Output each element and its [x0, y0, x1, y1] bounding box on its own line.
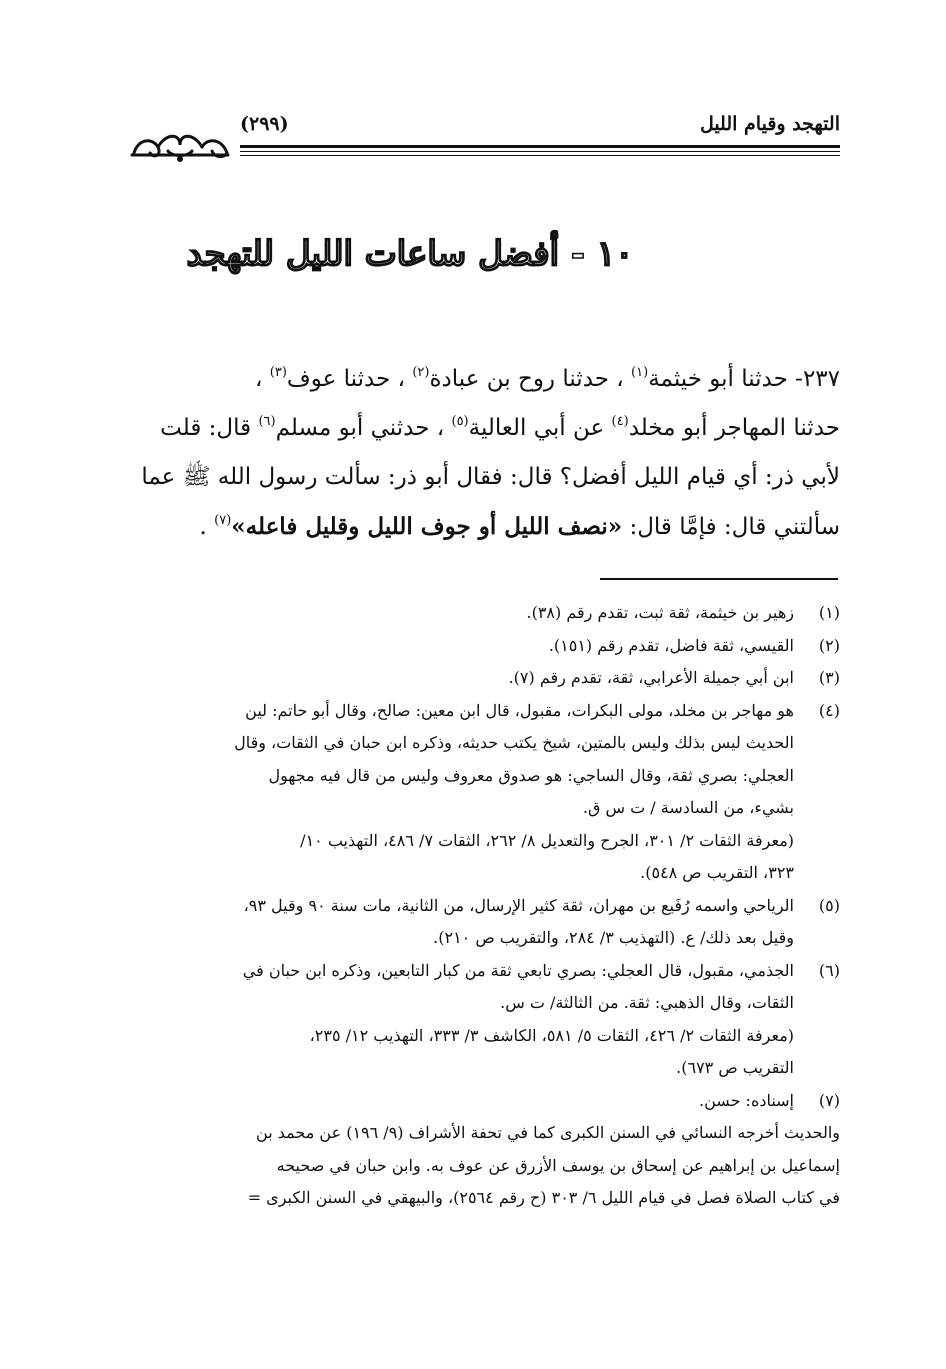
- footnote-line: الحديث ليس بذلك وليس بالمتين، شيخ يكتب حديثه، وذكره ابن حبان في الثقات، وقال: [234, 733, 794, 752]
- footnote-number: (٦): [818, 960, 840, 980]
- footnote-continuation: [122, 1117, 840, 1215]
- hadith-text: [122, 355, 840, 552]
- footnote: [122, 630, 840, 663]
- footnote-ref: (٦): [258, 414, 276, 429]
- footnote-number: (٧): [818, 1090, 840, 1110]
- footnote-number: (٣): [818, 668, 840, 687]
- footnote-ref: (٥): [451, 414, 469, 429]
- footnote-ref: (٣): [269, 365, 287, 380]
- footnote-line: التقريب ص ٦٧٣).: [676, 1058, 794, 1077]
- text-run: ،: [255, 366, 263, 392]
- footnote-line: بشيء، من السادسة / ت س ق.: [582, 798, 794, 817]
- footnote: [122, 695, 840, 890]
- footnote-number: (٤): [818, 700, 840, 720]
- running-title: التهجد وقيام الليل: [699, 113, 840, 135]
- footnote-body: [122, 662, 794, 695]
- ornament-icon: [128, 125, 233, 165]
- footnote: [122, 597, 840, 630]
- footnote: [122, 890, 840, 955]
- footnote-line: (معرفة الثقات ٢/ ٣٠١، الجرح والتعديل ٨/ ٢٦٢، الثقات ٧/ ٤٨٦، التهذيب ١٠/: [300, 830, 794, 850]
- footnote-line: إسماعيل بن إبراهيم عن إسحاق بن يوسف الأزرق عن عوف به. وابن حبان في صحيحه: [276, 1155, 840, 1175]
- text-run: ، حدثنا عوف: [286, 366, 406, 392]
- hadith-line: [122, 502, 840, 552]
- text-run: ، حدثني أبو مسلم: [275, 415, 445, 441]
- footnote-body: [122, 597, 794, 630]
- hadith-line: [122, 404, 840, 453]
- footnote-line: العجلي: بصري ثقة، وقال الساجي: هو صدوق معروف وليس من قال فيه مجهول: [268, 765, 794, 785]
- footnote-line: القيسي، ثقة فاضل، تقدم رقم (١٥١).: [548, 635, 794, 655]
- footnote-body: [122, 695, 794, 890]
- footnote-line: في كتاب الصلاة فصل في قيام الليل ٦/ ٣٠٣ (ح رقم ٢٥٦٤)، والبيهقي في السنن الكبرى =: [247, 1188, 840, 1207]
- header-rule: [240, 155, 840, 156]
- footnote: [122, 955, 840, 1085]
- footnote-ref: (٢): [412, 365, 430, 380]
- text-run: عن أبي العالية: [468, 415, 605, 441]
- footnote-number: (١): [818, 603, 840, 622]
- footnote-line: زهير بن خيثمة، ثقة ثبت، تقدم رقم (٣٨).: [526, 603, 794, 622]
- footnote-number: (٢): [818, 635, 840, 655]
- text-run: حدثنا المهاجر أبو مخلد: [628, 415, 840, 441]
- footnote-number: (٥): [818, 895, 840, 915]
- prophetic-quote: «نصف الليل أو جوف الليل وقليل فاعله»: [231, 513, 623, 540]
- hadith-number: ٢٣٧: [802, 366, 840, 392]
- text-run: - حدثنا أبو خيثمة: [648, 366, 803, 392]
- footnote-body: [122, 955, 794, 1085]
- hadith-line: [122, 355, 840, 404]
- footnote-line: الثقات، وقال الذهبي: ثقة. من الثالثة/ ت س.: [500, 993, 794, 1012]
- footnote: [122, 662, 840, 695]
- footnote-ref: (٤): [611, 414, 629, 429]
- footnote-ref: (١): [631, 365, 649, 380]
- footnote-line: والحديث أخرجه النسائي في السنن الكبرى كما في تحفة الأشراف (٩/ ١٩٦) عن محمد بن: [256, 1123, 840, 1142]
- text-run: قال: قلت: [160, 415, 252, 441]
- footnote-ref: (٧): [214, 513, 232, 528]
- footnote-line: إسناده: حسن.: [699, 1090, 794, 1110]
- footnote-body: [122, 1085, 794, 1118]
- text-run: سألتني قال: فإمَّا قال:: [629, 514, 840, 540]
- footnotes: [122, 597, 840, 1215]
- footnote: [122, 1085, 840, 1118]
- header-rule: [240, 145, 840, 148]
- footnote-line: ابن أبي جميلة الأعرابي، ثقة، تقدم رقم (٧).: [508, 668, 794, 687]
- footnote-body: [122, 630, 794, 663]
- chapter-title: ١٠ - أفضل ساعات الليل للتهجد: [186, 234, 634, 274]
- footnote-body: [122, 890, 794, 955]
- page-number: (٢٩٩): [240, 113, 289, 135]
- text-run: .: [199, 514, 207, 540]
- footnote-line: (معرفة الثقات ٢/ ٤٢٦، الثقات ٥/ ٥٨١، الكاشف ٣/ ٣٣٣، التهذيب ١٢/ ٢٣٥،: [309, 1025, 794, 1045]
- text-run: ، حدثنا روح بن عبادة: [429, 366, 624, 392]
- footnote-separator: [600, 578, 838, 580]
- footnote-line: هو مهاجر بن مخلد، مولى البكرات، مقبول، قال ابن معين: صالح، وقال أبو حاتم: لين: [245, 700, 794, 720]
- footnote-line: الرياحي واسمه رُفَيع بن مهران، ثقة كثير الإرسال، من الثانية، مات سنة ٩٠ وقيل ٩٣،: [243, 895, 794, 915]
- footnote-line: ٣٢٣، التقريب ص ٥٤٨).: [640, 863, 794, 882]
- footnote-line: الجذمي، مقبول، قال العجلي: بصري تابعي ثقة من كبار التابعين، وذكره ابن حبان في: [242, 960, 794, 980]
- hadith-line: لأبي ذر: أي قيام الليل أفضل؟ قال: فقال أبو ذر: سألت رسول الله ﷺ عما: [141, 464, 840, 490]
- header-rule: [240, 151, 840, 152]
- footnote-line: وقيل بعد ذلك/ ع. (التهذيب ٣/ ٢٨٤، والتقريب ص ٢١٠).: [433, 928, 794, 947]
- page-header: [120, 105, 840, 175]
